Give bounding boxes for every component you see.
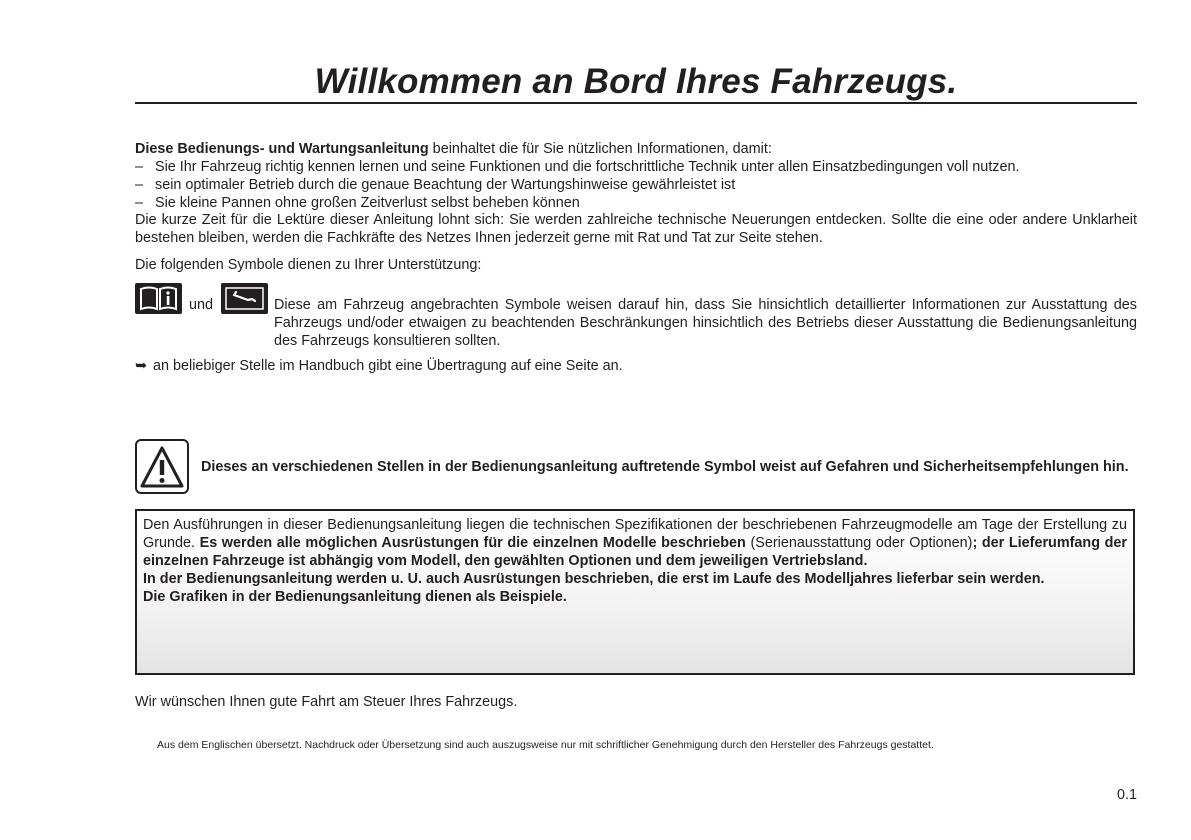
notice-box (135, 509, 1135, 675)
intro-lead-bold: Diese Bedienungs- und Wartungsanleitung (135, 141, 429, 157)
arrow-note: an beliebiger Stelle im Handbuch gibt eine Übertragung auf eine Seite an. (153, 358, 623, 374)
book-info-icon (135, 283, 182, 314)
farewell: Wir wünschen Ihnen gute Fahrt am Steuer Ihres Fahrzeugs. (135, 694, 518, 710)
warning-text: Dieses an verschiedenen Stellen in der Bedienungsanleitung auftretende Symbol weist auf Gefahren und Sicherheitsempfehlungen hin. (201, 459, 1129, 475)
warning-triangle-icon (135, 439, 189, 494)
title-rule (135, 62, 1137, 104)
intro-closing: Die kurze Zeit für die Lektüre dieser Anleitung lohnt sich: Sie werden zahlreiche technische Neuerungen entdecken. Sollte die eine oder andere Unklarheit bestehen bleiben, werden die Fachkräfte des Netzes Ihnen jederzeit gerne mit Rat und Tat zur Seite stehen. (135, 212, 1137, 246)
footer-note: Aus dem Englischen übersetzt. Nachdruck oder Übersetzung sind auch auszugsweise nur mit schriftlicher Genehmigung durch den Hersteller des Fahrzeugs gestattet. (157, 739, 934, 751)
intro-lead-rest: beinhaltet die für Sie nützlichen Informationen, damit: (428, 141, 772, 157)
notice-line-3: Die Grafiken in der Bedienungsanleitung dienen als Beispiele. (143, 589, 567, 605)
intro-bullet-3: – Sie kleine Pannen ohne großen Zeitverlust selbst beheben können (135, 195, 580, 211)
wrench-icon (221, 283, 268, 314)
intro-bullet-text: Sie Ihr Fahrzeug richtig kennen lernen und seine Funktionen und die fortschrittliche Technik unter allen Einsatzbedingungen voll nutzen. (155, 159, 1020, 175)
arrow-note-line (135, 357, 623, 375)
symbols-heading: Die folgenden Symbole dienen zu Ihrer Unterstützung: (135, 257, 482, 273)
intro-bullet-2: – sein optimaler Betrieb durch die genaue Beachtung der Wartungshinweise gewährleistet ist (135, 177, 736, 193)
page-number: 0.1 (1116, 787, 1137, 803)
notice-line-2: In der Bedienungsanleitung werden u. U. auch Ausrüstungen beschrieben, die erst im Laufe des Modelljahres lieferbar sein werden. (143, 571, 1045, 587)
symbols-joiner: und (189, 297, 214, 313)
intro-lead (135, 140, 1137, 158)
notice-part1: Den Ausführungen in dieser Bedienungsanleitung liegen die technischen Spezifikationen der beschriebenen Fahrzeugmodelle am Tage der Erstellung zu Grunde. (143, 517, 1127, 551)
page-title: Willkommen an Bord Ihres Fahrzeugs. (314, 62, 958, 101)
notice-part3: (Serienausstattung oder Optionen) (750, 535, 973, 551)
intro-bullet-1: – Sie Ihr Fahrzeug richtig kennen lernen und seine Funktionen und die fortschrittliche Technik unter allen Einsatzbedingungen voll nutzen. (135, 159, 1020, 175)
symbols-description: Diese am Fahrzeug angebrachten Symbole weisen darauf hin, dass Sie hinsichtlich detaillierter Informationen zur Ausstattung des Fahrzeugs und/oder etwaigen zu beachtenden Beschränkungen hinsichtlich des Betriebs dieser Ausstattung die Bedienungsanleitung des Fahrzeugs konsultieren sollten. (274, 297, 1137, 349)
notice-part2: Es werden alle möglichen Ausrüstungen für die einzelnen Modelle beschrieben (199, 535, 746, 551)
notice-part4: ; der Lieferumfang der einzelnen Fahrzeuge ist abhängig vom Modell, den gewählten Optionen und dem jeweiligen Vertriebsland. (143, 535, 1127, 569)
intro-bullet-text: sein optimaler Betrieb durch die genaue Beachtung der Wartungshinweise gewährleistet ist (155, 177, 736, 193)
intro-bullet-text: Sie kleine Pannen ohne großen Zeitverlust selbst beheben können (155, 195, 580, 211)
arrow-right-icon: ➥ (135, 358, 148, 374)
notice-paragraph (143, 516, 1127, 570)
